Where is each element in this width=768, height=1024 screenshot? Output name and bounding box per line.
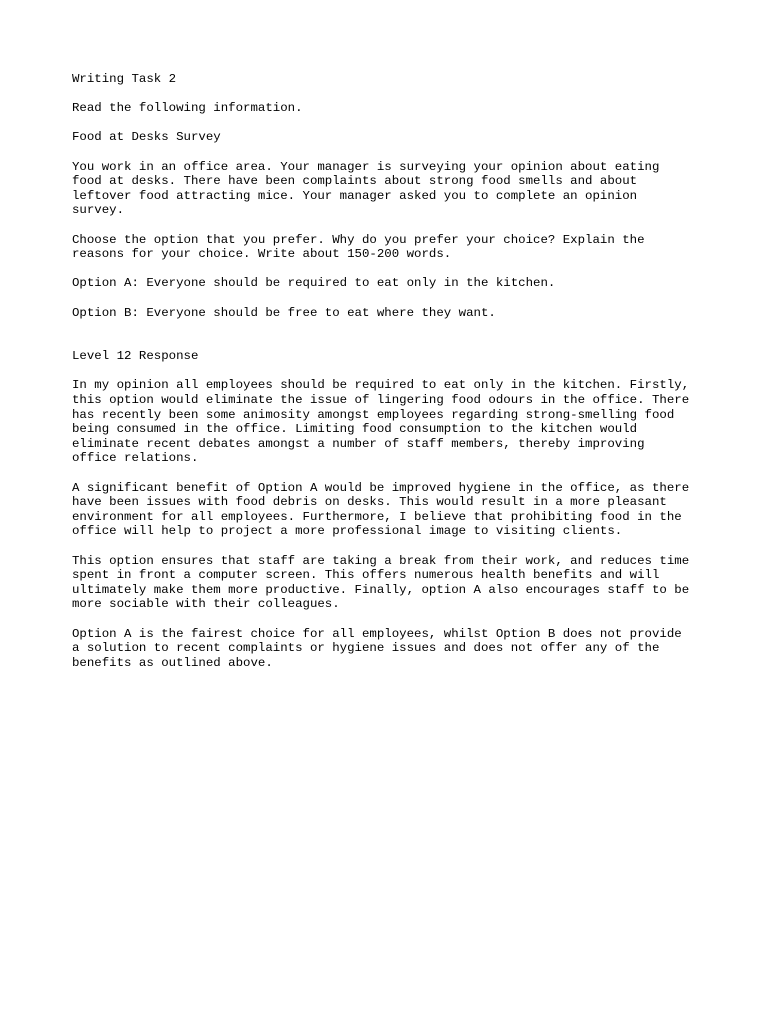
text-line: You work in an office area. Your manager is surveying your opinion about eating	[72, 159, 660, 174]
survey-title: Food at Desks Survey	[72, 130, 221, 145]
text-line: food at desks. There have been complaints about strong food smells and about	[72, 174, 638, 189]
text-line: being consumed in the office. Limiting food consumption to the kitchen would	[72, 422, 638, 437]
text-line: Option A is the fairest choice for all employees, whilst Option B does not provide	[72, 626, 682, 641]
text-line: reasons for your choice. Write about 150-200 words.	[72, 247, 452, 262]
text-line: office will help to project a more professional image to visiting clients.	[72, 524, 623, 539]
response-paragraph-1	[72, 378, 712, 466]
response-heading: Level 12 Response	[72, 349, 199, 364]
response-paragraph-2	[72, 481, 712, 539]
task-instruction: Read the following information.	[72, 101, 303, 116]
text-line: In my opinion all employees should be required to eat only in the kitchen. Firstly,	[72, 378, 690, 393]
text-line: has recently been some animosity amongst employees regarding strong-smelling food	[72, 407, 675, 422]
text-line: Choose the option that you prefer. Why do you prefer your choice? Explain the	[72, 232, 645, 247]
text-line: leftover food attracting mice. Your manager asked you to complete an opinion	[72, 188, 638, 203]
text-line: this option would eliminate the issue of lingering food odours in the office. There	[72, 393, 690, 408]
text-line: eliminate recent debates amongst a number of staff members, thereby improving	[72, 436, 645, 451]
text-line: spent in front a computer screen. This offers numerous health benefits and will	[72, 568, 660, 583]
text-line: office relations.	[72, 451, 199, 466]
option-a: Option A: Everyone should be required to eat only in the kitchen.	[72, 276, 556, 291]
text-line: benefits as outlined above.	[72, 655, 273, 670]
text-line: A significant benefit of Option A would be improved hygiene in the office, as there	[72, 480, 690, 495]
task-heading: Writing Task 2	[72, 72, 177, 86]
text-line: ultimately make them more productive. Finally, option A also encourages staff to be	[72, 582, 690, 597]
scenario-paragraph	[72, 160, 712, 218]
document-page	[72, 72, 712, 670]
text-line: environment for all employees. Furthermore, I believe that prohibiting food in the	[72, 509, 682, 524]
text-line: survey.	[72, 203, 125, 218]
text-line: have been issues with food debris on desks. This would result in a more pleasant	[72, 495, 667, 510]
response-paragraph-4	[72, 627, 712, 671]
prompt-paragraph	[72, 233, 712, 262]
text-line: a solution to recent complaints or hygiene issues and does not offer any of the	[72, 641, 660, 656]
option-b: Option B: Everyone should be free to eat where they want.	[72, 305, 496, 320]
text-line: more sociable with their colleagues.	[72, 597, 340, 612]
text-line: This option ensures that staff are taking a break from their work, and reduces time	[72, 553, 690, 568]
response-paragraph-3	[72, 554, 712, 612]
